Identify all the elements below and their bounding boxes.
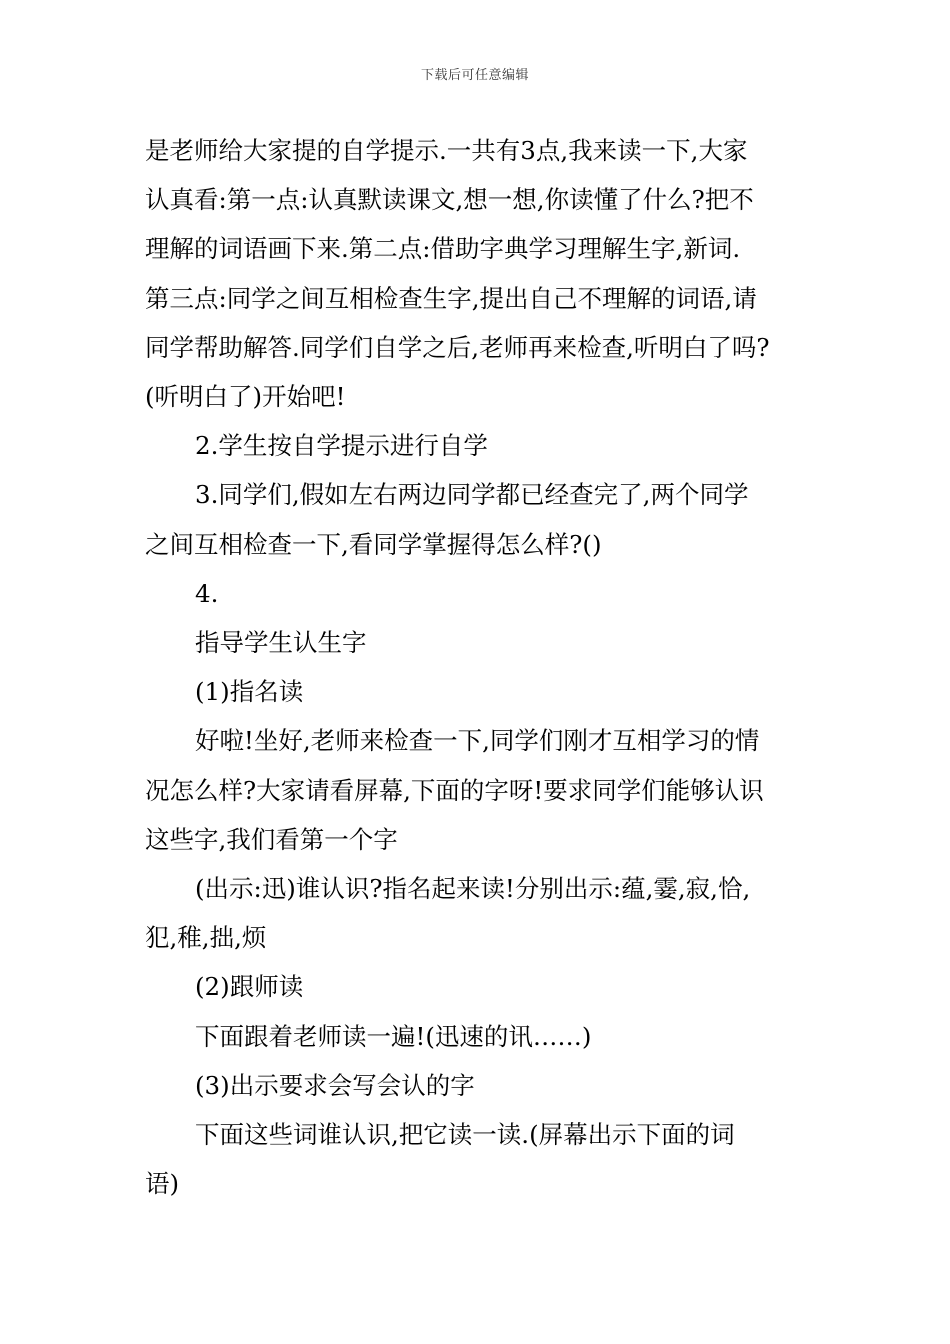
text-line: (2)跟师读 xyxy=(195,972,304,1002)
text-line: 认真看:第一点:认真默读课文,想一想,你读懂了什么?把不 xyxy=(145,185,754,215)
text-line: 是老师给大家提的自学提示.一共有3点,我来读一下,大家 xyxy=(145,136,748,165)
text-line: 第三点:同学之间互相检查生字,提出自己不理解的词语,请 xyxy=(145,283,757,313)
text-line: 况怎么样?大家请看屏幕,下面的字呀!要求同学们能够认识 xyxy=(145,775,764,805)
text-line: 指导学生认生字 xyxy=(195,628,367,658)
text-line: 下面这些词谁认识,把它读一读.(屏幕出示下面的词 xyxy=(195,1120,735,1150)
text-line: 语) xyxy=(145,1169,180,1199)
text-line: (3)出示要求会写会认的字 xyxy=(195,1070,475,1100)
text-line: 2.学生按自学提示进行自学 xyxy=(195,431,488,461)
text-line: 犯,稚,拙,烦 xyxy=(145,923,267,953)
text-line: 同学帮助解答.同学们自学之后,老师再来检查,听明白了吗? xyxy=(145,332,770,362)
text-line: 下面跟着老师读一遍!(迅速的讯……) xyxy=(195,1021,592,1051)
text-line: 好啦!坐好,老师来检查一下,同学们刚才互相学习的情 xyxy=(195,726,760,756)
document-body xyxy=(145,126,825,1208)
text-line: 3.同学们,假如左右两边同学都已经查完了,两个同学 xyxy=(195,480,749,510)
page-header: 下载后可任意编辑 xyxy=(420,68,529,83)
text-line: 之间互相检查一下,看同学掌握得怎么样?() xyxy=(145,529,602,559)
text-line: 4. xyxy=(195,578,219,608)
text-line: 理解的词语画下来.第二点:借助字典学习理解生字,新词. xyxy=(145,234,741,264)
text-line: (1)指名读 xyxy=(195,677,304,707)
text-line: (听明白了)开始吧! xyxy=(145,382,346,412)
text-line: (出示:迅)谁认识?指名起来读!分别出示:蕴,霎,寂,恰, xyxy=(195,874,751,904)
text-line: 这些字,我们看第一个字 xyxy=(145,824,398,854)
